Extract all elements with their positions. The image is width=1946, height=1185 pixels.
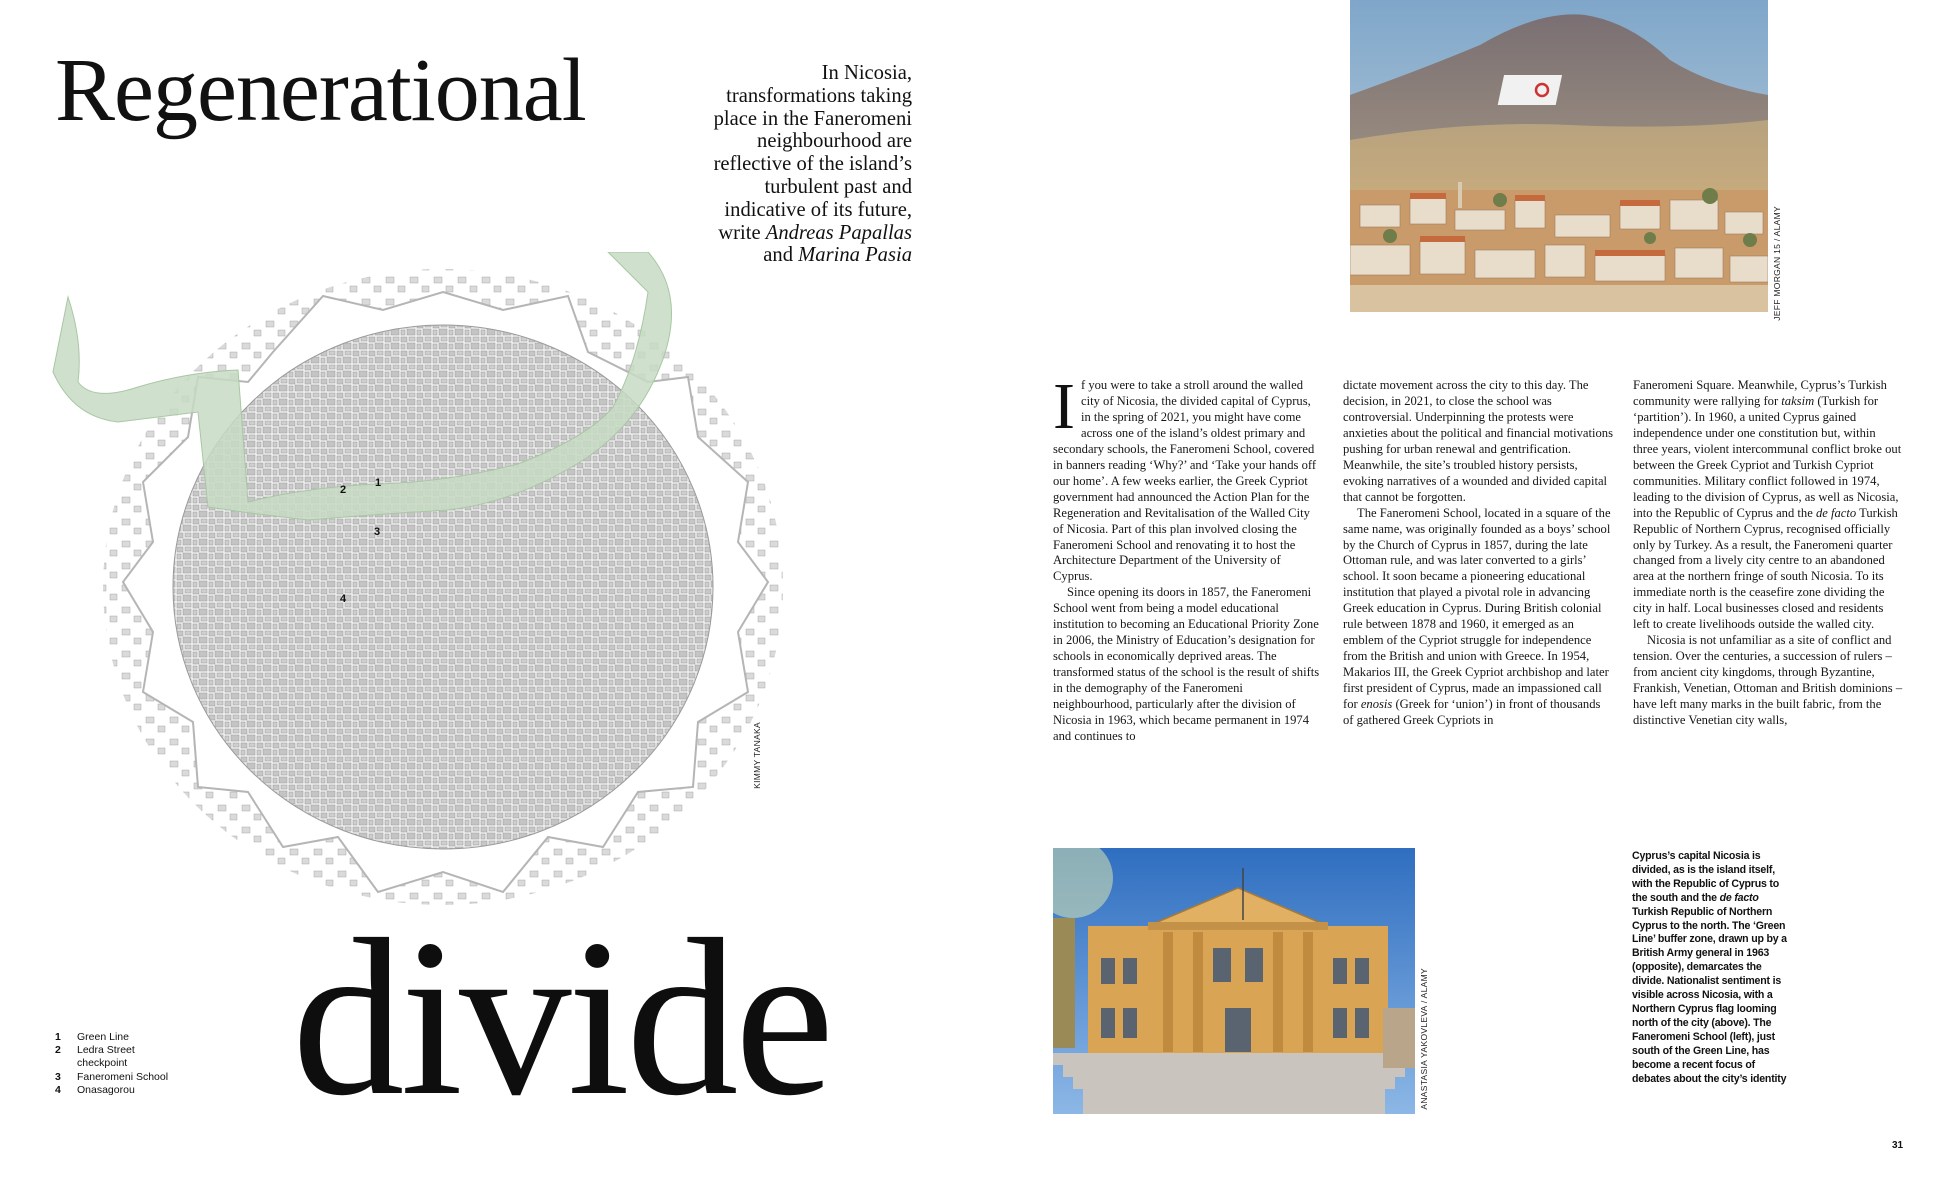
legend-number: 2 (55, 1044, 61, 1057)
article-paragraph: Nicosia is not unfamiliar as a site of conflict and tension. Over the centuries, a succession of rulers – from ancient city kingdoms, through Byzantine, Frankish, Venetian, Ottoman and British dominions – have left many marks in the built fabric, from the distinctive Venetian city walls, (1633, 633, 1903, 728)
drop-cap: I (1053, 370, 1075, 443)
article-paragraph: f you were to take a stroll around the walled city of Nicosia, the divided capital of Cyprus, in the spring of 2021, you might have come across one of the island’s oldest primary and secondary schools, the Faneromeni School, covered in banners reading ‘Why?’ and ‘Take your hands off our home’. A few weeks earlier, the Greek Cypriot government had announced the Action Plan for the Regeneration and Revitalisation of the Walled City of Nicosia. Part of this plan involved closing the Faneromeni School and renovating it to host the Architecture Department of the University of Cyprus. (1053, 378, 1317, 584)
caption-text: Cyprus’s capital Nicosia is divided, as is the island itself, with the Republic of Cyprus to the south and the (1632, 850, 1780, 904)
article-emphasis: taksim (1781, 393, 1815, 408)
standfirst-conj: and (763, 244, 793, 267)
bottom-photo-credit: ANASTASIA YAKOVLEVA / ALAMY (1419, 968, 1429, 1110)
article-column-2 (1343, 378, 1613, 729)
legend-label: Onasagorou (77, 1083, 135, 1096)
photo-caption (1632, 850, 1792, 1086)
standfirst-text: In Nicosia, transformations taking place in the Faneromeni neighbourhood are reflective of the island’s turbulent past and indicative of its future, write (713, 62, 912, 244)
article-paragraph: dictate movement across the city to this day. The decision, in 2021, to close the school was controversial. Underpinning the protests were anxieties about the political and financial motivations pushing for urban renewal and gentrification. Meanwhile, the site’s troubled history persists, evoking narratives of a wounded and divided capital that cannot be forgotten. (1343, 378, 1613, 504)
nicosia-map (48, 252, 808, 912)
legend-item (55, 1084, 175, 1097)
flag-on-hillside (1498, 75, 1562, 105)
article-emphasis: enosis (1360, 697, 1393, 712)
article-emphasis: de facto (1815, 505, 1857, 520)
standfirst-author1: Andreas Papallas (765, 221, 912, 244)
article-text: The Faneromeni School, located in a square of the same name, was originally founded as a boys’ school by the Church of Cyprus in 1857, during the late Ottoman rule, and was later converted to a girls’ school. It soon became a pioneering educational institution that played a pivotal role in advancing Greek education in Cyprus. During British colonial rule between 1878 and 1960, it emerged as an emblem of the Cypriot struggle for independence from the British and union with Greece. In 1954, Makarios III, the Greek Cypriot archbishop and later first president of Cyprus, made an impassioned call for (1343, 505, 1611, 712)
legend-item (55, 1031, 175, 1044)
headline-line2: divide (292, 892, 831, 1142)
article-column-3 (1633, 378, 1903, 729)
article-paragraph (1633, 378, 1903, 633)
top-photo-credit: JEFF MORGAN 15 / ALAMY (1772, 206, 1782, 321)
article-text: Turkish Republic of Northern Cyprus, recognised officially only by Turkey. As a result, the Faneromeni quarter changed from a lively city centre to an abandoned area at the northern fringe of south Nicosia. To its immediate north is the ceasefire zone dividing the city in half. Local businesses closed and residents left to create livelihoods outside the walled city. (1633, 505, 1898, 632)
legend-label: Ledra Street checkpoint (77, 1044, 135, 1070)
map-marker-3: 3 (374, 526, 381, 538)
legend-label: Green Line (77, 1031, 129, 1043)
faneromeni-school-photo (1053, 848, 1415, 1114)
nicosia-skyline-photo (1350, 0, 1768, 312)
legend-number: 3 (55, 1070, 61, 1083)
article-text: (Turkish for ‘partition’). In 1960, a united Cyprus gained independence under one constitution but, within three years, violent intercommunal conflict broke out between the Greek Cypriot and Turkish Cypriot communities. Military conflict followed in 1974, leading to the division of Cyprus, as well as Nicosia, into the Republic of Cyprus and the (1633, 393, 1902, 520)
headline-line1: Regenerational (55, 41, 586, 140)
map-credit: KIMMY TANAKA (752, 722, 762, 789)
map-marker-4: 4 (340, 593, 347, 605)
standfirst (700, 62, 912, 267)
caption-text: Turkish Republic of Northern Cyprus to the north. The ‘Green Line’ buffer zone, drawn up by a British Army general in 1963 (opposite), demarcates the divide. Nationalist sentiment is visible across Nicosia, with a Northern Cyprus flag looming north of the city (above). The Faneromeni School (left), just south of the Green Line, has become a recent focus of debates about the city’s identity (1632, 905, 1787, 1085)
legend-item (55, 1044, 175, 1070)
legend-label: Faneromeni School (77, 1070, 169, 1083)
legend-number: 4 (55, 1083, 61, 1096)
article-column-1 (1053, 370, 1323, 745)
legend-item (55, 1071, 175, 1084)
article-paragraph (1343, 506, 1613, 729)
map-marker-1: 1 (375, 477, 382, 489)
article-text: (Greek for ‘union’) in front of thousands of gathered Greek Cypriots in (1343, 697, 1601, 728)
standfirst-author2: Marina Pasia (798, 244, 912, 267)
legend-number: 1 (55, 1031, 61, 1043)
caption-emphasis: de facto (1719, 891, 1759, 904)
map-legend (55, 1031, 175, 1097)
page-number: 31 (1892, 1140, 1904, 1151)
article-text: Faneromeni Square. Meanwhile, Cyprus’s Turkish community were rallying for (1633, 378, 1887, 408)
map-marker-2: 2 (340, 484, 347, 496)
article-paragraph: Since opening its doors in 1857, the Faneromeni School went from being a model educational institution to becoming an Educational Priority Zone in 2006, the Ministry of Education’s designation for schools in economically deprived areas. The transformed status of the school is the result of shifts in the demography of the Faneromeni neighbourhood, particularly after the division of Nicosia in 1963, which became permanent in 1974 and continues to (1053, 585, 1320, 743)
